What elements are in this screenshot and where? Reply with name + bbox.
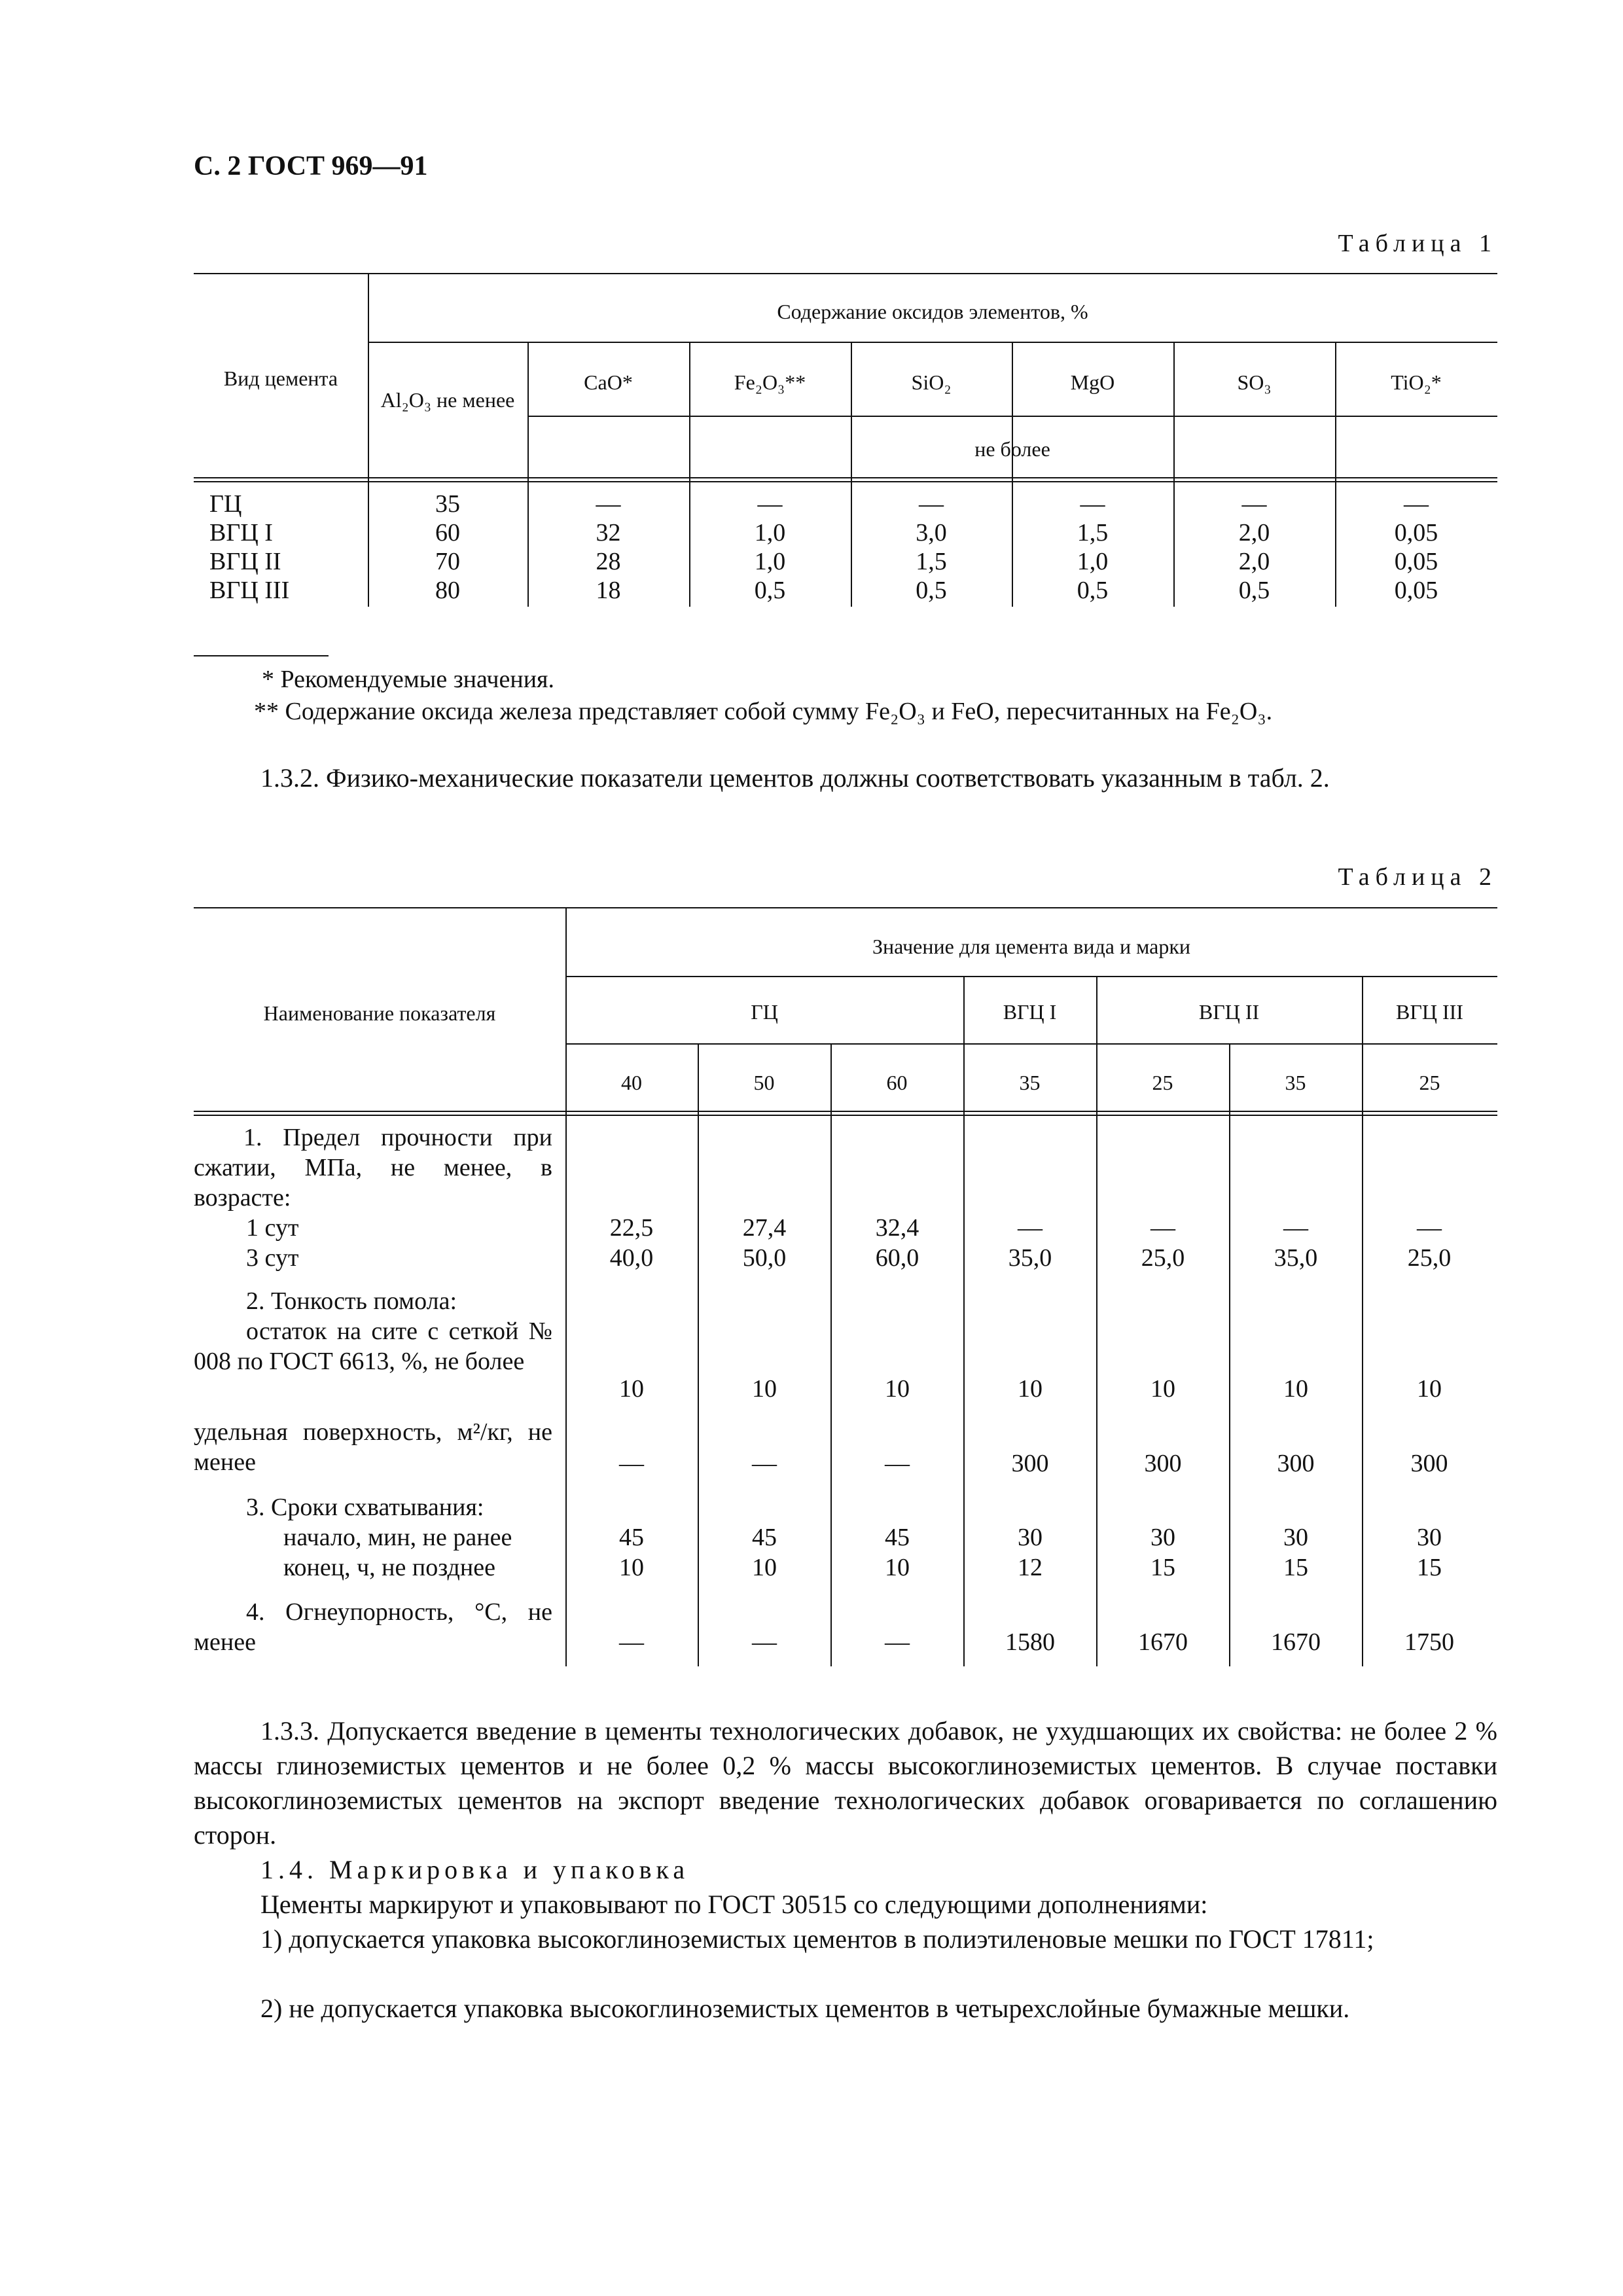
paragraph-1-3-2: 1.3.2. Физико-механические показатели цементов должны соответствовать указанным в табл. 2.	[260, 763, 1330, 793]
table2-cell: 35,0	[1274, 1244, 1318, 1272]
table2-type-header: ВГЦ I	[1003, 1000, 1057, 1024]
table1-col-cement-header: Вид цемента	[223, 367, 338, 390]
table2-rule	[565, 1043, 1497, 1045]
table2-cell: —	[1018, 1214, 1043, 1242]
table2-cell: 15	[1283, 1554, 1308, 1581]
table1-cell: —	[919, 490, 944, 518]
table2-row-label: 3. Сроки схватывания:	[246, 1494, 484, 1521]
table1-cell: 0,05	[1394, 548, 1438, 575]
table2-grade-header: 25	[1419, 1071, 1440, 1094]
table2-rule	[565, 976, 1497, 977]
footnote: ** Содержание оксида железа представляет собой сумму Fe₂O₃ и FeO, пересчитанных на Fe₂O₃.	[254, 698, 1273, 725]
table2-cell: 300	[1410, 1450, 1448, 1477]
table1-oxide-header: MgO	[1070, 370, 1115, 394]
table2-cell: 50,0	[742, 1244, 787, 1272]
table2-cell: 45	[619, 1524, 644, 1551]
table2-cell: —	[1417, 1214, 1442, 1242]
table2-cell: 25,0	[1141, 1244, 1185, 1272]
table1-cell: 1,5	[916, 548, 947, 575]
paragraph-1-4-item-1: 1) допускается упаковка высокоглиноземистых цементов в полиэтиленовые мешки по ГОСТ 17811;	[260, 1924, 1374, 1954]
table1-cell: 0,5	[754, 577, 786, 604]
table2-row-label: 1. Предел прочности при сжатии, МПа, не менее, в возрасте:	[194, 1124, 552, 1211]
table2-cell: 10	[885, 1375, 910, 1403]
table1-group-header: Содержание оксидов элементов, %	[777, 300, 1088, 323]
table1-cell: 18	[596, 577, 621, 604]
table1-cell: 80	[435, 577, 460, 604]
table1-cell: 2,0	[1238, 519, 1270, 547]
table1-cell: —	[1241, 490, 1267, 518]
table2-grade-header: 25	[1152, 1071, 1173, 1094]
table1-cell: 1,5	[1077, 519, 1109, 547]
table2-cell: —	[1150, 1214, 1175, 1242]
table1-cell: 0,5	[1238, 577, 1270, 604]
table1-oxide-header: Fe₂O₃**	[734, 370, 806, 394]
table2-cell: 15	[1417, 1554, 1442, 1581]
table2-cell: 22,5	[609, 1214, 654, 1242]
table2-top-rule	[194, 907, 1497, 908]
footnote-separator	[194, 655, 329, 656]
table2-type-header: ВГЦ III	[1396, 1000, 1463, 1024]
table2-cell: 10	[885, 1554, 910, 1581]
table2-cell: —	[1283, 1214, 1308, 1242]
table1-header-rule	[194, 477, 1497, 478]
table2-cell: —	[619, 1450, 644, 1477]
table1-cell: 0,05	[1394, 577, 1438, 604]
table2-row-label: удельная поверхность, м²/кг, не менее	[194, 1418, 552, 1476]
table2-row-label: конец, ч, не позднее	[283, 1554, 495, 1581]
table1-cell: —	[1080, 490, 1105, 518]
table1-cell: —	[596, 490, 621, 518]
table2-row-label: 1 сут	[246, 1214, 299, 1242]
table2-cell: —	[619, 1628, 644, 1656]
table1-row-name: ВГЦ I	[209, 519, 273, 547]
table1-cell: 1,0	[754, 548, 786, 575]
table2-type-header: ГЦ	[751, 1000, 778, 1024]
table2-header-rule	[194, 1115, 1497, 1116]
table2-row-label: 3 сут	[246, 1244, 299, 1272]
table1-al2o3-header: Al₂O₃ не менее	[380, 388, 515, 412]
table2-cell: 45	[752, 1524, 777, 1551]
table2-col-indicator-header: Наименование показателя	[263, 1001, 496, 1025]
table1-cell: 2,0	[1238, 548, 1270, 575]
table1-cell: 1,0	[754, 519, 786, 547]
table1-cell: 0,05	[1394, 519, 1438, 547]
table2-cell: 30	[1283, 1524, 1308, 1551]
table2-cell: —	[752, 1628, 777, 1656]
table2-type-header: ВГЦ II	[1198, 1000, 1260, 1024]
table2-cell: 12	[1018, 1554, 1043, 1581]
table2-cell: 300	[1144, 1450, 1182, 1477]
table2-cell: 10	[752, 1375, 777, 1403]
table2-cell: 30	[1150, 1524, 1175, 1551]
table1-cell: 28	[596, 548, 621, 575]
table2-grade-header: 40	[621, 1071, 642, 1094]
table1-cell: 3,0	[916, 519, 947, 547]
table2-caption: Таблица 2	[1338, 863, 1497, 891]
table2-grade-header: 60	[886, 1071, 908, 1094]
table2-row-label: 2. Тонкость помола:	[246, 1287, 457, 1315]
table2-cell: 1670	[1138, 1628, 1188, 1656]
table1-oxide-header: SO₃	[1237, 370, 1272, 394]
table1-cell: 70	[435, 548, 460, 575]
table2-cell: 1750	[1404, 1628, 1454, 1656]
table2-cell: 10	[1018, 1375, 1043, 1403]
table2-grade-header: 35	[1285, 1071, 1306, 1094]
table2-cell: 40,0	[609, 1244, 654, 1272]
table1-row-name: ГЦ	[209, 490, 242, 518]
table2-grade-header: 50	[753, 1071, 775, 1094]
table2-row-label: остаток на сите с сеткой № 008 по ГОСТ 6613, %, не более	[194, 1318, 552, 1375]
table2-grade-header: 35	[1019, 1071, 1041, 1094]
table2-cell: 25,0	[1407, 1244, 1452, 1272]
page-header: С. 2 ГОСТ 969—91	[194, 151, 428, 181]
table2-group-header: Значение для цемента вида и марки	[872, 935, 1191, 958]
table1-max-header: не более	[974, 437, 1050, 461]
table2-cell: 10	[1417, 1375, 1442, 1403]
table2-cell: 30	[1018, 1524, 1043, 1551]
table2-cell: 300	[1011, 1450, 1049, 1477]
table2-cell: 1580	[1005, 1628, 1055, 1656]
table2-cell: —	[885, 1450, 910, 1477]
table1-cell: 32	[596, 519, 621, 547]
table1-cell: 1,0	[1077, 548, 1109, 575]
table2-cell: 45	[885, 1524, 910, 1551]
table1-row-name: ВГЦ III	[209, 577, 290, 604]
table2-cell: 1670	[1271, 1628, 1321, 1656]
table1-cell: —	[757, 490, 783, 518]
table2-cell: 60,0	[875, 1244, 919, 1272]
table2-cell: 15	[1150, 1554, 1175, 1581]
section-1-4-heading: 1.4. Маркировка и упаковка	[260, 1855, 690, 1884]
table2-cell: 10	[1283, 1375, 1308, 1403]
table2-cell: 30	[1417, 1524, 1442, 1551]
table1-oxide-header: CaO*	[584, 370, 633, 394]
table2-cell: 300	[1277, 1450, 1315, 1477]
table1-row-name: ВГЦ II	[209, 548, 281, 575]
table1-oxide-header: TiO₂*	[1391, 370, 1442, 394]
table1-oxide-header: SiO₂	[911, 370, 952, 394]
table2-cell: —	[752, 1450, 777, 1477]
paragraph-1-4-item-2: 2) не допускается упаковка высокоглиноземистых цементов в четырехслойные бумажные мешки.	[260, 1994, 1350, 2023]
table1-cell: 35	[435, 490, 460, 518]
table2-cell: 10	[619, 1554, 644, 1581]
table1-cell: 0,5	[916, 577, 947, 604]
table2-row-label: 4. Огнеупорность, °С, не менее	[194, 1598, 552, 1656]
table2-cell: 35,0	[1008, 1244, 1052, 1272]
table1-cell: 60	[435, 519, 460, 547]
footnote: * Рекомендуемые значения.	[262, 666, 555, 693]
table1-top-rule	[194, 273, 1497, 274]
table1-header-rule	[194, 481, 1497, 482]
table2-header-rule	[194, 1111, 1497, 1112]
table2-cell: —	[885, 1628, 910, 1656]
table2-cell: 27,4	[742, 1214, 787, 1242]
paragraph-1-4-intro: Цементы маркируют и упаковывают по ГОСТ 30515 со следующими дополнениями:	[260, 1890, 1208, 1919]
table2-row-label: начало, мин, не ранее	[283, 1524, 512, 1551]
table1-rule	[368, 342, 1497, 343]
table2-cell: 10	[752, 1554, 777, 1581]
paragraph-1-3-3: 1.3.3. Допускается введение в цементы технологических добавок, не ухудшающих их свойства: не более 2 % массы глиноземистых цементов и не более 0,2 % массы высокоглиноземистых цементов. В случае поставки высокоглиноземистых цементов на экспорт введение технологических добавок оговаривается по соглашению сторон.	[194, 1716, 1497, 1850]
table2-cell: 10	[1150, 1375, 1175, 1403]
table2-cell: 10	[619, 1375, 644, 1403]
table1-cell: 0,5	[1077, 577, 1109, 604]
table2-cell: 32,4	[875, 1214, 919, 1242]
table1-cell: —	[1404, 490, 1429, 518]
table1-caption: Таблица 1	[1338, 230, 1497, 257]
